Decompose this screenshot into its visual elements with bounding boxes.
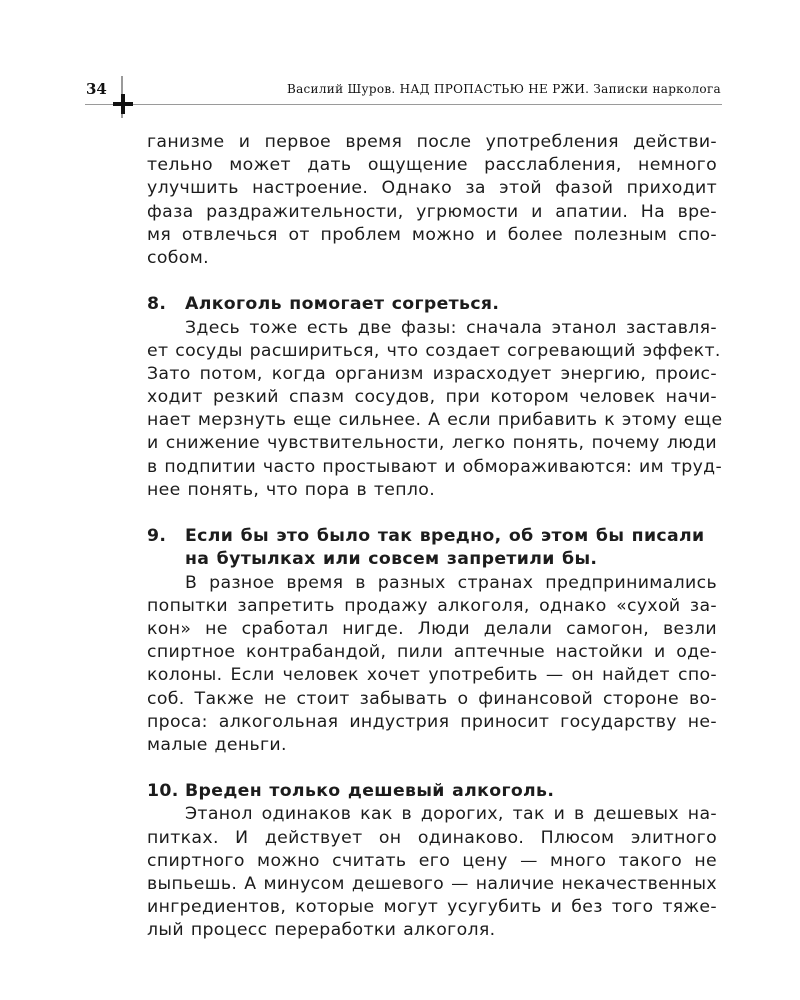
- text-line: проса: алкогольная индустрия приносит государству не-: [147, 711, 717, 732]
- text-line: ходит резкий спазм сосудов, при котором человек начи-: [147, 387, 717, 408]
- item-title: на бутылках или совсем запретили бы.: [185, 549, 598, 570]
- text-line: Этанол одинаков как в дорогих, так и в дешевых на-: [185, 804, 717, 825]
- plus-icon: [111, 92, 135, 116]
- text-line: Здесь тоже есть две фазы: сначала этанол заставля-: [185, 317, 717, 338]
- page-number: 34: [86, 80, 107, 98]
- text-line: фаза раздражительности, угрюмости и апатии. На вре-: [147, 201, 717, 222]
- text-line: ганизме и первое время после употребления действи-: [147, 132, 717, 152]
- text-line: кон» не сработал нигде. Люди делали самогон, везли: [147, 618, 717, 639]
- item-number: 10.: [147, 781, 179, 802]
- text-line: улучшить настроение. Однако за этой фазой приходит: [147, 178, 717, 199]
- header-horizontal-rule: [85, 104, 722, 105]
- text-line: ет сосуды расшириться, что создает согревающий эффект.: [147, 340, 721, 361]
- item-title: Если бы это было так вредно, об этом бы писали: [185, 526, 705, 547]
- body-text: [147, 131, 723, 943]
- text-line: и снижение чувствительности, легко понять, почему люди: [147, 433, 717, 454]
- myth-item-9: [147, 525, 717, 757]
- text-line: спиртное контрабандой, пили аптечные настойки и оде-: [147, 642, 717, 663]
- item-heading: [147, 780, 717, 803]
- text-line: Зато потом, когда организм израсходует энергию, проис-: [147, 363, 717, 384]
- text-line: попытки запретить продажу алкоголя, однако «сухой за-: [147, 595, 717, 616]
- text-line: В разное время в разных странах предпринимались: [185, 572, 717, 593]
- item-title: Вреден только дешевый алкоголь.: [185, 781, 555, 802]
- text-line: колоны. Если человек хочет употребить — он найдет спо-: [147, 665, 717, 686]
- intro-paragraph: [147, 131, 717, 270]
- text-line: лый процесс переработки алкоголя.: [147, 920, 496, 941]
- item-title: Алкоголь помогает согреться.: [185, 294, 500, 315]
- text-line: соб. Также не стоит забывать о финансовой стороне во-: [147, 688, 717, 709]
- text-line: нее понять, что пора в тепло.: [147, 479, 436, 500]
- text-line: тельно может дать ощущение расслабления, немного: [147, 155, 717, 176]
- item-heading: [147, 293, 717, 316]
- myth-item-10: [147, 780, 717, 942]
- text-line: мя отвлечься от проблем можно и более полезным спо-: [147, 224, 717, 245]
- item-heading-continued: [147, 548, 717, 571]
- text-line: в подпитии часто простывают и обмораживаются: им труд-: [147, 456, 723, 477]
- text-line: питках. И действует он одинаково. Плюсом элитного: [147, 827, 717, 848]
- item-heading: [147, 525, 717, 548]
- text-line: ингредиентов, которые могут усугубить и без того тяже-: [147, 897, 717, 918]
- text-line: собом.: [147, 247, 209, 268]
- item-number: 8.: [147, 294, 167, 315]
- text-line: нает мерзнуть еще сильнее. А если прибавить к этому еще: [147, 410, 723, 431]
- text-line: малые деньги.: [147, 734, 287, 755]
- running-head: Василий Шуров. НАД ПРОПАСТЬЮ НЕ РЖИ. Записки нарколога: [286, 82, 721, 96]
- text-line: выпьешь. А минусом дешевого — наличие некачественных: [147, 874, 717, 894]
- text-line: спиртного можно считать его цену — много такого не: [147, 850, 717, 871]
- myth-item-8: [147, 293, 723, 502]
- item-number: 9.: [147, 526, 167, 547]
